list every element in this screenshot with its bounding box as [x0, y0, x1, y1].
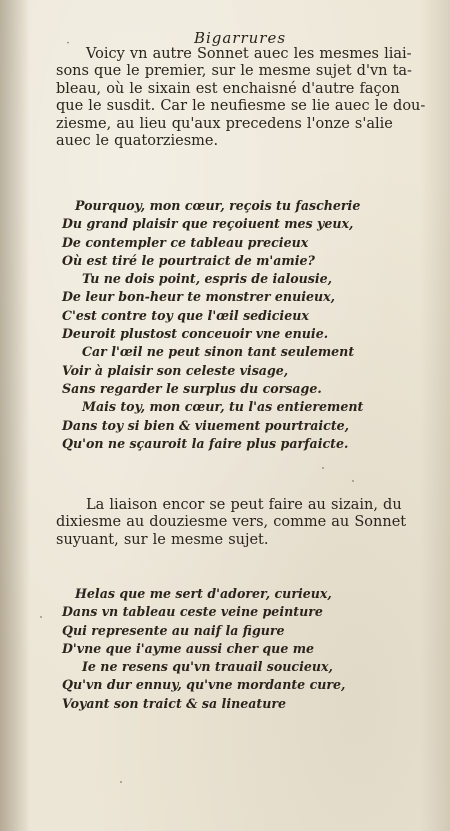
paragraph-line: bleau, où le sixain est enchaisné d'autre façon — [56, 80, 400, 97]
verse-line: Du grand plaisir que reçoiuent mes yeux, — [62, 216, 354, 232]
verse-line: Helas que me sert d'adorer, curieux, — [75, 586, 332, 601]
liaison-paragraph — [56, 497, 426, 549]
verse-line: De leur bon-heur te monstrer enuieux, — [62, 289, 336, 305]
paper-speck — [322, 467, 324, 469]
verse-line: Dans vn tableau ceste veine peinture — [62, 604, 323, 620]
verse-line: Voir à plaisir son celeste visage, — [62, 362, 289, 378]
verse-line: Car l'œil ne peut sinon tant seulement — [82, 344, 355, 360]
verse-line: C'est contre toy que l'œil sedicieux — [62, 307, 309, 323]
verse-line: Pourquoy, mon cœur, reçois tu fascherie — [75, 198, 361, 213]
verse-line: Qu'vn dur ennuy, qu'vne mordante cure, — [62, 677, 346, 693]
running-head: Bigarrures — [193, 29, 287, 47]
paragraph-line: ziesme, au lieu qu'aux precedens l'onze s'alie — [56, 115, 393, 132]
verse-line: Mais toy, mon cœur, tu l'as entierement — [82, 399, 364, 415]
verse-line: Tu ne dois point, espris de ialousie, — [82, 271, 333, 287]
paragraph-line: suyuant, sur le mesme sujet. — [56, 531, 269, 548]
verse-line: Deuroit plustost conceuoir vne enuie. — [62, 326, 329, 342]
verse-line: Qui represente au naif la figure — [62, 622, 285, 638]
verse-line: Ie ne resens qu'vn trauail soucieux, — [82, 659, 333, 675]
paragraph-line: auec le quatorziesme. — [56, 133, 219, 150]
paper-speck — [352, 480, 354, 482]
paper-speck — [120, 781, 122, 783]
verse-line: Voyant son traict & sa lineature — [62, 695, 287, 711]
verse-line: De contempler ce tableau precieux — [62, 234, 309, 250]
verse-line: Sans regarder le surplus du corsage. — [62, 380, 322, 396]
verse-line: Qu'on ne sçauroit la faire plus parfaicte. — [62, 435, 349, 451]
ornament-mark: · — [66, 36, 71, 51]
verse-line: Dans toy si bien & viuement pourtraicte, — [62, 417, 350, 433]
sonnet-two — [62, 585, 362, 713]
paragraph-line: dixiesme au douziesme vers, comme au Sonnet — [56, 514, 407, 531]
paper-speck — [40, 616, 42, 618]
sonnet-one — [62, 197, 362, 453]
page-gutter-shadow — [0, 0, 30, 831]
intro-paragraph — [56, 46, 426, 150]
paragraph-line: Voicy vn autre Sonnet auec les mesmes liai- — [86, 46, 412, 62]
paragraph-line: que le susdit. Car le neufiesme se lie auec le dou- — [56, 98, 426, 115]
paragraph-line: La liaison encor se peut faire au sizain, du — [86, 497, 402, 513]
verse-line: D'vne que i'ayme aussi cher que me — [62, 640, 315, 656]
paragraph-line: sons que le premier, sur le mesme sujet d'vn ta- — [56, 63, 412, 80]
verse-line: Où est tiré le pourtraict de m'amie? — [62, 252, 315, 268]
